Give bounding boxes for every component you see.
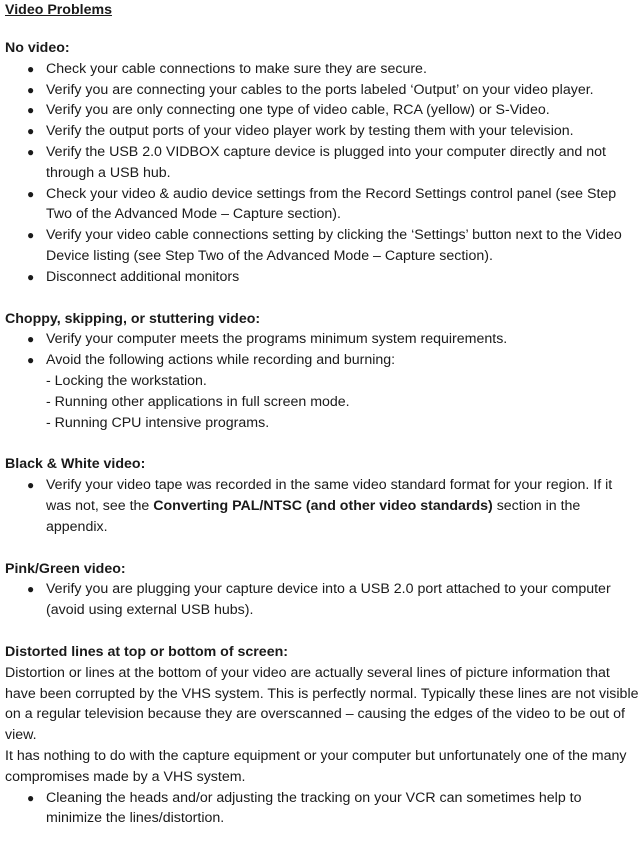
black-white-video-list	[5, 475, 640, 537]
list-item: ● Check your cable connections to make sure they are secure.	[5, 59, 640, 80]
list-item: ● Cleaning the heads and/or adjusting the tracking on your VCR can sometimes help to minimize the lines/distortion.	[27, 789, 582, 827]
sub-item: - Running other applications in full screen mode.	[46, 393, 350, 410]
pink-green-video-list	[5, 579, 640, 621]
bullet-icon: ●	[27, 103, 35, 118]
list-item: ● Disconnect additional monitors	[5, 267, 640, 288]
bullet-icon: ●	[27, 478, 35, 493]
list-item: ● Verify you are plugging your capture device into a USB 2.0 port attached to your computer (avoid using external USB hubs).	[27, 581, 611, 619]
bullet-icon: ●	[27, 332, 35, 347]
section-no-video	[5, 38, 640, 288]
section-distorted-lines	[5, 642, 640, 829]
bullet-icon: ●	[27, 82, 35, 97]
section-pink-green-video	[5, 559, 640, 621]
bullet-icon: ●	[27, 61, 35, 76]
page-title: Video Problems	[5, 2, 112, 18]
section-black-white-video	[5, 454, 640, 537]
section-choppy-video	[5, 309, 640, 434]
bullet-icon: ●	[27, 186, 35, 201]
section-heading-no-video: No video:	[5, 40, 70, 56]
choppy-video-list	[5, 329, 640, 371]
bullet-icon: ●	[27, 228, 35, 243]
bullet-icon: ●	[27, 790, 35, 805]
list-item: ● Verify your computer meets the programs minimum system requirements.	[5, 329, 640, 350]
section-heading-distorted-lines: Distorted lines at top or bottom of screen:	[5, 643, 288, 660]
bullet-icon: ●	[27, 353, 35, 368]
sub-item: - Running CPU intensive programs.	[46, 414, 270, 431]
list-item: ● Verify your video cable connections setting by clicking the ‘Settings’ button next to the Video Device listing (see Step Two of the Advanced Mode – Capture section).	[27, 227, 622, 264]
list-item: ● Verify the USB 2.0 VIDBOX capture device is plugged into your computer directly and not through a USB hub.	[27, 143, 606, 181]
paragraph: It has nothing to do with the capture equipment or your computer but unfortunately one of the many compromises made by a VHS system.	[5, 747, 627, 785]
sub-item: - Locking the workstation.	[46, 372, 207, 389]
section-heading-pink-green-video: Pink/Green video:	[5, 560, 126, 577]
distorted-lines-list	[5, 788, 640, 830]
bullet-icon: ●	[27, 124, 35, 139]
bullet-icon: ●	[27, 144, 35, 159]
section-heading-black-white-video: Black & White video:	[5, 456, 146, 473]
no-video-list	[5, 59, 640, 288]
bullet-icon: ●	[27, 582, 35, 597]
list-item: ● Verify the output ports of your video player work by testing them with your television.	[5, 121, 640, 142]
list-item: ● Verify you are connecting your cables to the ports labeled ‘Output’ on your video player.	[5, 80, 640, 101]
list-item: ● Avoid the following actions while recording and burning:	[5, 350, 640, 371]
list-item: ● Verify your video tape was recorded in the same video standard format for your region. If it was not, see the Converting PAL/NTSC (and other video standards) section in the appendix.	[27, 477, 613, 535]
appendix-reference: Converting PAL/NTSC (and other video standards)	[153, 497, 493, 514]
paragraph: Distortion or lines at the bottom of your video are actually several lines of picture information that have been corrupted by the VHS system. This is perfectly normal. Typically these lines are not visible on a regular television because they are overscanned – causing the edges of the video to be out of view.	[5, 664, 639, 744]
list-item: ● Check your video & audio device settings from the Record Settings control panel (see Step Two of the Advanced Mode – Capture section).	[27, 185, 617, 223]
section-heading-choppy-video: Choppy, skipping, or stuttering video:	[5, 310, 261, 327]
bullet-icon: ●	[27, 269, 35, 284]
list-item: ● Verify you are only connecting one type of video cable, RCA (yellow) or S-Video.	[5, 100, 640, 121]
